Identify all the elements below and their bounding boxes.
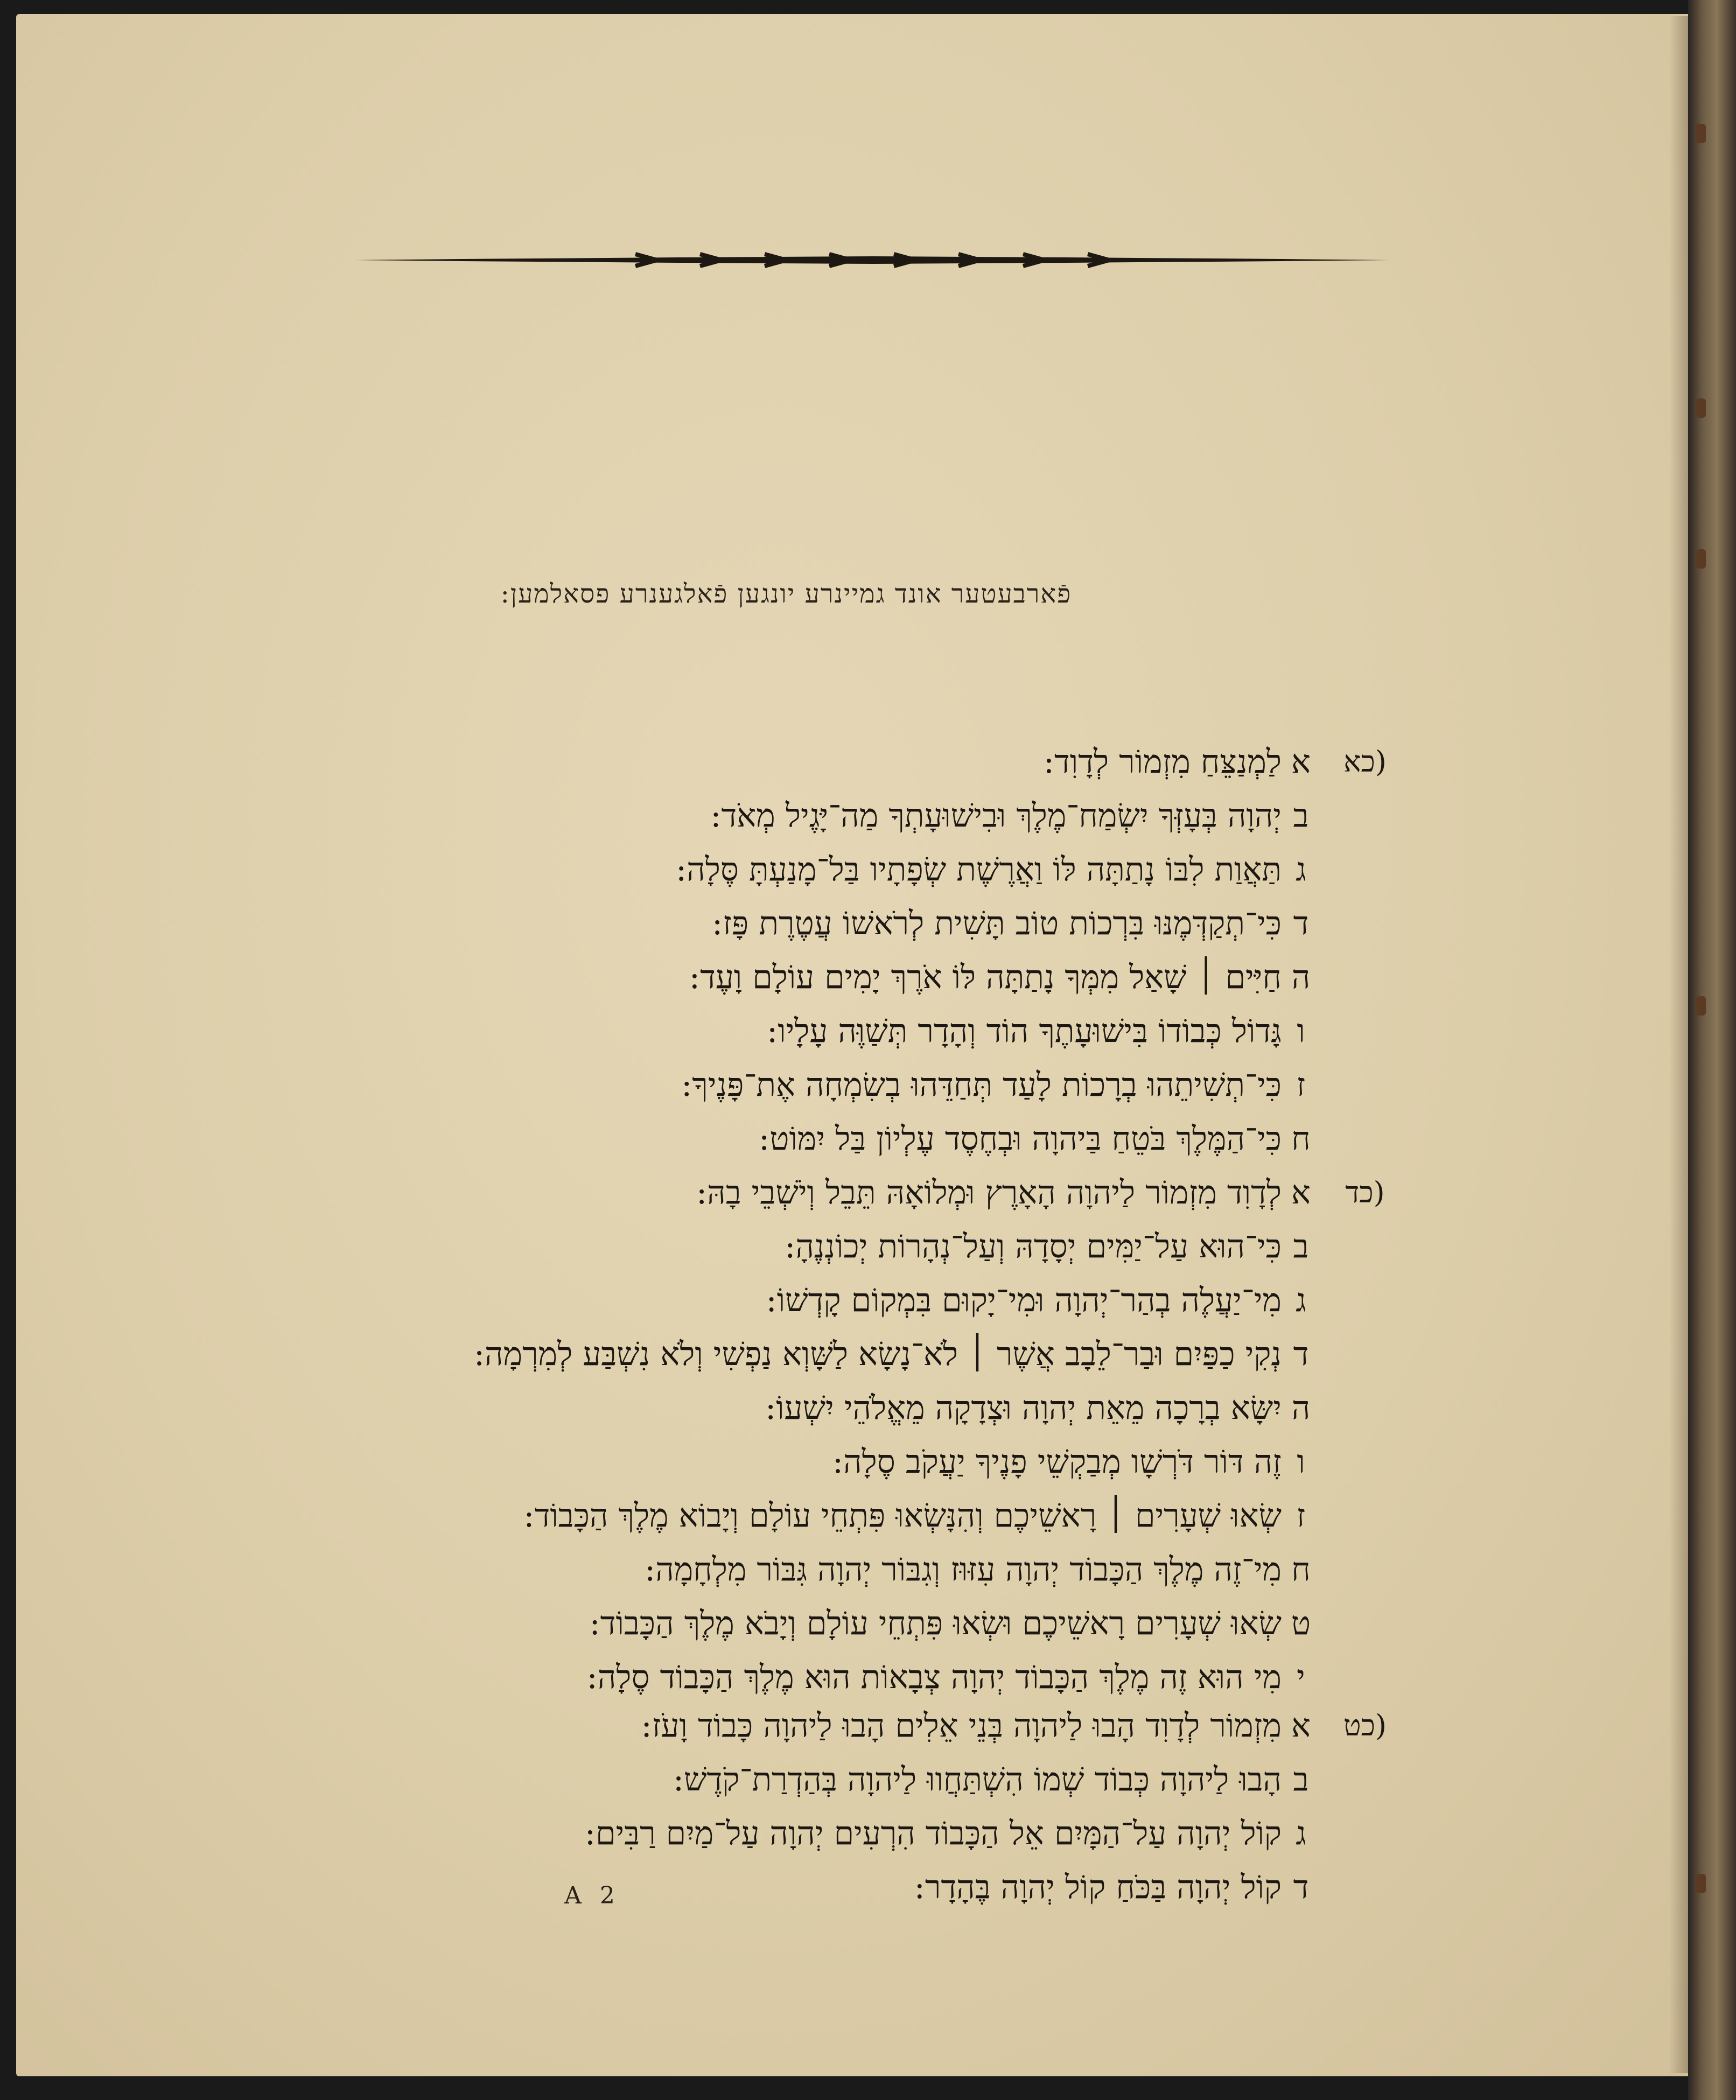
binding-stitch (1696, 398, 1706, 418)
verse-number: ט (1291, 1605, 1311, 1642)
verse-text: תַּאֲוַת לִבּוֹ נָתַתָּה לּוֹ וַאֲרֶשֶׁת שְׂפָתָיו בַּל־מָנַעְתָּ סֶּלָה: (676, 851, 1282, 888)
verse-text: לַמְנַצֵּחַ מִזְמוֹר לְדָוִד: (1043, 743, 1282, 781)
book-spine (1688, 0, 1736, 2100)
verse-text: גָּדוֹל כְּבוֹדוֹ בִּישׁוּעָתֶךָ הוֹד וְהָדָר תְּשַׁוֶּה עָלָיו: (767, 1012, 1282, 1050)
verse-text: חַיִּים ׀ שָׁאַל מִמְּךָ נָתַתָּה לּוֹ אֹרֶךְ יָמִים עוֹלָם וָעֶד: (689, 958, 1282, 996)
verse-number: א (1291, 1174, 1311, 1212)
verse-number: ה (1291, 958, 1311, 996)
verse-number: ג (1296, 851, 1306, 888)
verse-number: ג (1296, 1282, 1306, 1319)
verse-text: מִי־יַעֲלֶה בְהַר־יְהוָה וּמִי־יָקוּם בִּמְקוֹם קָדְשׁוֹ: (766, 1282, 1282, 1319)
verse-number: ז (1296, 1497, 1306, 1535)
verse-number: ב (1293, 1761, 1309, 1798)
verse-number: ה (1291, 1389, 1311, 1427)
verse-text: שְׂאוּ שְׁעָרִים רָאשֵׁיכֶם וּשְׂאוּ פִּתְחֵי עוֹלָם וְיָבֹא מֶלֶךְ הַכָּבוֹד: (589, 1605, 1282, 1642)
verse-number: ג (1296, 1815, 1306, 1852)
ornamental-rule (355, 251, 1389, 269)
verse-text: לְדָוִד מִזְמוֹר לַיהוָה הָאָרֶץ וּמְלוֹאָהּ תֵּבֵל וְיֹשְׁבֵי בָהּ: (696, 1174, 1282, 1212)
verse-text: מִזְמוֹר לְדָוִד הָבוּ לַיהוָה בְּנֵי אֵלִים הָבוּ לַיהוָה כָּבוֹד וָעֹז: (641, 1707, 1282, 1745)
verse-text: קוֹל יְהוָה בַּכֹּחַ קוֹל יְהוָה בֶּהָדָר: (914, 1868, 1282, 1906)
verse-number: ח (1291, 1551, 1311, 1588)
verse-number: ד (1293, 905, 1309, 942)
psalm-number: (כא (1343, 745, 1387, 779)
page-gutter-shadow (1669, 16, 1691, 2073)
verse-text: מִי הוּא זֶה מֶלֶךְ הַכָּבוֹד יְהוָה צְבָאוֹת הוּא מֶלֶךְ הַכָּבוֹד סֶלָה: (586, 1658, 1282, 1696)
binding-stitch (1696, 124, 1706, 143)
verse-number: ד (1293, 1868, 1309, 1906)
verse-text: כִּי־תְקַדְּמֶנּוּ בִּרְכוֹת טוֹב תָּשִׁית לְרֹאשׁוֹ עֲטֶרֶת פָּז: (711, 905, 1282, 942)
verse-number: ב (1293, 797, 1309, 835)
binding-stitch (1696, 549, 1706, 569)
verse-text: הָבוּ לַיהוָה כְּבוֹד שְׁמוֹ הִשְׁתַּחֲווּ לַיהוָה בְּהַדְרַת־קֹדֶשׁ: (673, 1761, 1282, 1798)
verse-text: נְקִי כַפַּיִם וּבַר־לֵבָב אֲשֶׁר ׀ לֹא־נָשָׂא לַשָּׁוְא נַפְשִׁי וְלֹא נִשְׁבַּע לְמִרְמָה: (473, 1335, 1282, 1373)
verse-text: יִשָּׂא בְרָכָה מֵאֵת יְהוָה וּצְדָקָה מֵאֱלֹהֵי יִשְׁעוֹ: (765, 1389, 1282, 1427)
binding-stitch (1696, 996, 1706, 1016)
verse-number: ב (1293, 1228, 1309, 1265)
verse-number: ד (1293, 1335, 1309, 1373)
verse-text: כִּי־הוּא עַל־יַמִּים יְסָדָהּ וְעַל־נְהָרוֹת יְכוֹנְנֶהָ: (785, 1228, 1282, 1265)
verse-number: א (1291, 743, 1311, 781)
verse-number: ז (1296, 1066, 1306, 1104)
verse-number: ח (1291, 1120, 1311, 1158)
verse-text: קוֹל יְהוָה עַל־הַמָּיִם אֵל הַכָּבוֹד הִרְעִים יְהוָה עַל־מַיִם רַבִּים: (584, 1815, 1282, 1852)
binding-stitch (1696, 1874, 1706, 1893)
verse-number: ו (1297, 1012, 1305, 1050)
verse-number: א (1291, 1707, 1311, 1745)
verse-text: שְׂאוּ שְׁעָרִים ׀ רָאשֵׁיכֶם וְהִנָּשְׂאוּ פִּתְחֵי עוֹלָם וְיָבוֹא מֶלֶךְ הַכָּבוֹד: (523, 1497, 1282, 1535)
verse-number: ו (1297, 1443, 1305, 1481)
verse-text: כִּי־תְשִׁיתֵהוּ בְרָכוֹת לָעַד תְּחַדֵּהוּ בְשִׂמְחָה אֶת־פָּנֶיךָ: (681, 1066, 1282, 1104)
verse-text: כִּי־הַמֶּלֶךְ בֹּטֵחַ בַּיהוָה וּבְחֶסֶד עֶלְיוֹן בַּל יִמּוֹט: (758, 1120, 1282, 1158)
verse-text: מִי־זֶה מֶלֶךְ הַכָּבוֹד יְהוָה עִזּוּז וְגִבּוֹר יְהוָה גִּבּוֹר מִלְחָמָה: (644, 1551, 1282, 1588)
signature-mark: A 2 (564, 1882, 620, 1909)
verse-text: זֶה דּוֹר דֹּרְשָׁו מְבַקְשֵׁי פָנֶיךָ יַעֲקֹב סֶלָה: (832, 1443, 1282, 1481)
verse-text: יְהוָה בְּעָזְּךָ יִשְׂמַח־מֶלֶךְ וּבִישׁוּעָתְךָ מַה־יָּגֶיל מְאֹד: (710, 797, 1282, 835)
page-header: פֿארבעטער אונד גמיינרע יונגען פֿאלגענרע פסאלמען: (500, 579, 1072, 609)
verse-number: י (1297, 1658, 1305, 1696)
psalm-number: (כד (1345, 1175, 1385, 1209)
psalm-number: (כט (1343, 1709, 1387, 1742)
